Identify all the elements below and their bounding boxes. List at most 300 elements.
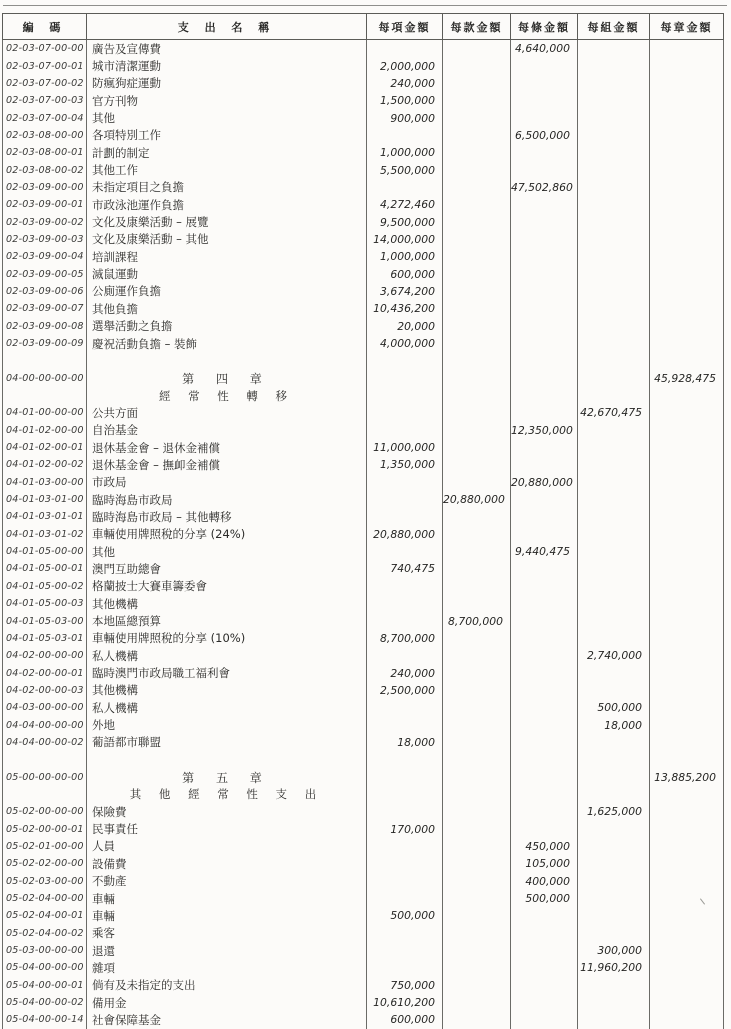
- amount-cell-zu: [578, 161, 650, 178]
- column-header-item-amount: 每項金額: [367, 14, 443, 40]
- expenditure-name-cell: 防瘋狗症運動: [87, 75, 367, 92]
- expenditure-name-cell: 慶祝活動負擔 – 裝飾: [87, 335, 367, 352]
- table-row: [3, 855, 724, 872]
- amount-cell-item: 4,272,460: [367, 196, 443, 213]
- expenditure-name-cell: 其他機構: [87, 595, 367, 612]
- amount-cell-zhang: [650, 491, 724, 508]
- expenditure-name-cell: 城市清潔運動: [87, 57, 367, 74]
- amount-cell-zhang: [650, 508, 724, 525]
- amount-cell-zu: [578, 907, 650, 924]
- amount-cell-kuan: [443, 699, 511, 716]
- amount-cell-kuan: [443, 161, 511, 178]
- code-cell: 02-03-07-00-00: [3, 40, 87, 58]
- table-row: [3, 873, 724, 890]
- amount-cell-zu: [578, 543, 650, 560]
- amount-cell-zhang: [650, 977, 724, 994]
- amount-cell-zhang: [650, 352, 724, 369]
- amount-cell-kuan: [443, 439, 511, 456]
- amount-cell-item: 2,500,000: [367, 682, 443, 699]
- amount-cell-item: 4,000,000: [367, 335, 443, 352]
- table-row: [3, 456, 724, 473]
- code-cell: [3, 352, 87, 369]
- amount-cell-zhang: [650, 161, 724, 178]
- amount-cell-zu: [578, 231, 650, 248]
- amount-cell-tiao: [511, 560, 578, 577]
- expenditure-name-cell: 格蘭披士大賽車籌委會: [87, 578, 367, 595]
- expenditure-name-cell: 外地: [87, 716, 367, 733]
- amount-cell-zhang: 13,885,200: [650, 768, 724, 785]
- amount-cell-tiao: 4,640,000: [511, 40, 578, 58]
- amount-cell-zhang: [650, 734, 724, 751]
- amount-cell-kuan: [443, 838, 511, 855]
- expenditure-name-cell: 私人機構: [87, 699, 367, 716]
- table-row: [3, 959, 724, 976]
- expenditure-name-cell: 其他負擔: [87, 300, 367, 317]
- expenditure-name-cell: 培訓課程: [87, 248, 367, 265]
- code-cell: 02-03-09-00-05: [3, 265, 87, 282]
- amount-cell-kuan: [443, 318, 511, 335]
- amount-cell-zu: [578, 925, 650, 942]
- amount-cell-zhang: [650, 803, 724, 820]
- chapter-subtitle-row: [3, 786, 724, 803]
- expenditure-name-cell: 滅鼠運動: [87, 265, 367, 282]
- amount-cell-kuan: [443, 109, 511, 126]
- code-cell: 02-03-07-00-03: [3, 92, 87, 109]
- table-row: [3, 404, 724, 421]
- expenditure-name-cell: 不動產: [87, 873, 367, 890]
- amount-cell-kuan: [443, 92, 511, 109]
- expenditure-table: [2, 13, 724, 1029]
- amount-cell-kuan: [443, 855, 511, 872]
- amount-cell-kuan: [443, 75, 511, 92]
- amount-cell-kuan: [443, 543, 511, 560]
- amount-cell-tiao: [511, 578, 578, 595]
- code-cell: 02-03-07-00-02: [3, 75, 87, 92]
- amount-cell-item: [367, 422, 443, 439]
- amount-cell-kuan: [443, 925, 511, 942]
- amount-cell-zu: [578, 734, 650, 751]
- amount-cell-tiao: [511, 491, 578, 508]
- expenditure-name-cell: 各項特別工作: [87, 127, 367, 144]
- amount-cell-kuan: [443, 474, 511, 491]
- amount-cell-item: 11,000,000: [367, 439, 443, 456]
- amount-cell-item: 500,000: [367, 907, 443, 924]
- amount-cell-zhang: [650, 318, 724, 335]
- table-row: [3, 994, 724, 1011]
- amount-cell-kuan: [443, 370, 511, 387]
- amount-cell-item: [367, 508, 443, 525]
- amount-cell-zu: [578, 664, 650, 681]
- amount-cell-item: 240,000: [367, 75, 443, 92]
- amount-cell-zu: [578, 422, 650, 439]
- table-row: [3, 283, 724, 300]
- code-cell: 02-03-09-00-04: [3, 248, 87, 265]
- code-cell: 04-04-00-00-00: [3, 716, 87, 733]
- amount-cell-kuan: [443, 283, 511, 300]
- amount-cell-tiao: [511, 630, 578, 647]
- amount-cell-tiao: [511, 526, 578, 543]
- amount-cell-item: 2,000,000: [367, 57, 443, 74]
- expenditure-name-cell: 臨時海島市政局: [87, 491, 367, 508]
- amount-cell-zhang: [650, 994, 724, 1011]
- table-row: [3, 543, 724, 560]
- amount-cell-zu: [578, 370, 650, 387]
- table-row: [3, 508, 724, 525]
- amount-cell-kuan: [443, 803, 511, 820]
- spacer-row: [3, 352, 724, 369]
- code-cell: 05-02-03-00-00: [3, 873, 87, 890]
- amount-cell-item: 8,700,000: [367, 630, 443, 647]
- expenditure-name-cell: 葡語都市聯盟: [87, 734, 367, 751]
- amount-cell-zhang: [650, 474, 724, 491]
- table-row: [3, 1011, 724, 1028]
- amount-cell-tiao: [511, 283, 578, 300]
- amount-cell-zu: [578, 491, 650, 508]
- amount-cell-tiao: [511, 370, 578, 387]
- expenditure-name-cell: 退休基金會 – 撫卹金補償: [87, 456, 367, 473]
- code-cell: 04-01-03-01-01: [3, 508, 87, 525]
- chapter-subtitle-row: [3, 387, 724, 404]
- amount-cell-zu: [578, 560, 650, 577]
- amount-cell-tiao: [511, 265, 578, 282]
- amount-cell-zhang: [650, 942, 724, 959]
- amount-cell-item: 740,475: [367, 560, 443, 577]
- amount-cell-kuan: [443, 127, 511, 144]
- amount-cell-zu: [578, 127, 650, 144]
- amount-cell-item: 10,610,200: [367, 994, 443, 1011]
- amount-cell-zu: [578, 179, 650, 196]
- code-cell: 04-01-00-00-00: [3, 404, 87, 421]
- column-header-zhang-amount: 每章金額: [650, 14, 724, 40]
- amount-cell-tiao: [511, 231, 578, 248]
- amount-cell-zhang: [650, 404, 724, 421]
- code-cell: 02-03-09-00-01: [3, 196, 87, 213]
- amount-cell-zu: [578, 196, 650, 213]
- amount-cell-kuan: [443, 907, 511, 924]
- expenditure-name-cell: 市政泳池運作負擔: [87, 196, 367, 213]
- amount-cell-zu: [578, 109, 650, 126]
- amount-cell-zu: [578, 612, 650, 629]
- code-cell: 05-02-04-00-00: [3, 890, 87, 907]
- amount-cell-zu: [578, 630, 650, 647]
- amount-cell-item: 600,000: [367, 1011, 443, 1028]
- amount-cell-kuan: [443, 335, 511, 352]
- expenditure-name-cell: 車輛使用牌照稅的分享 (10%): [87, 630, 367, 647]
- code-cell: 05-02-04-00-02: [3, 925, 87, 942]
- amount-cell-tiao: [511, 925, 578, 942]
- table-row: [3, 109, 724, 126]
- amount-cell-item: 600,000: [367, 265, 443, 282]
- code-cell: 04-00-00-00-00: [3, 370, 87, 387]
- amount-cell-tiao: [511, 595, 578, 612]
- amount-cell-zhang: [650, 925, 724, 942]
- table-row: [3, 335, 724, 352]
- amount-cell-item: [367, 942, 443, 959]
- amount-cell-item: [367, 491, 443, 508]
- amount-cell-item: 1,000,000: [367, 248, 443, 265]
- amount-cell-zu: [578, 526, 650, 543]
- code-cell: 04-01-02-00-00: [3, 422, 87, 439]
- amount-cell-kuan: [443, 387, 511, 404]
- amount-cell-zu: 2,740,000: [578, 647, 650, 664]
- amount-cell-tiao: [511, 682, 578, 699]
- table-row: [3, 716, 724, 733]
- amount-cell-kuan: [443, 231, 511, 248]
- code-cell: 05-02-02-00-00: [3, 855, 87, 872]
- code-cell: 04-01-05-00-00: [3, 543, 87, 560]
- amount-cell-zu: 500,000: [578, 699, 650, 716]
- amount-cell-zu: 18,000: [578, 716, 650, 733]
- amount-cell-zu: [578, 1011, 650, 1028]
- table-row: [3, 890, 724, 907]
- amount-cell-item: [367, 959, 443, 976]
- expenditure-name-cell: 設備費: [87, 855, 367, 872]
- expenditure-name-cell: 市政局: [87, 474, 367, 491]
- amount-cell-zhang: [650, 560, 724, 577]
- expenditure-name-cell: 自治基金: [87, 422, 367, 439]
- table-row: [3, 734, 724, 751]
- amount-cell-zhang: [650, 439, 724, 456]
- amount-cell-item: 1,000,000: [367, 144, 443, 161]
- amount-cell-kuan: [443, 404, 511, 421]
- expenditure-name-cell: 未指定項目之負擔: [87, 179, 367, 196]
- amount-cell-tiao: [511, 994, 578, 1011]
- amount-cell-kuan: [443, 716, 511, 733]
- amount-cell-zu: [578, 768, 650, 785]
- table-row: [3, 578, 724, 595]
- table-row: [3, 647, 724, 664]
- amount-cell-zu: [578, 474, 650, 491]
- code-cell: 05-00-00-00-00: [3, 768, 87, 785]
- amount-cell-item: 18,000: [367, 734, 443, 751]
- amount-cell-kuan: [443, 1011, 511, 1028]
- amount-cell-zu: [578, 300, 650, 317]
- amount-cell-item: 1,350,000: [367, 456, 443, 473]
- code-cell: 02-03-09-00-09: [3, 335, 87, 352]
- amount-cell-kuan: 20,880,000: [443, 491, 511, 508]
- table-body: [3, 40, 724, 1029]
- code-cell: 04-01-03-01-02: [3, 526, 87, 543]
- amount-cell-zu: [578, 456, 650, 473]
- amount-cell-tiao: 400,000: [511, 873, 578, 890]
- table-row: [3, 144, 724, 161]
- amount-cell-tiao: [511, 751, 578, 768]
- code-cell: 04-01-05-00-02: [3, 578, 87, 595]
- amount-cell-tiao: 47,502,860: [511, 179, 578, 196]
- amount-cell-kuan: [443, 213, 511, 230]
- amount-cell-zu: [578, 283, 650, 300]
- expenditure-name-cell: 退休基金會 – 退休金補償: [87, 439, 367, 456]
- amount-cell-zhang: [650, 578, 724, 595]
- code-cell: 05-03-00-00-00: [3, 942, 87, 959]
- amount-cell-zhang: [650, 647, 724, 664]
- expenditure-name-cell: 第 四 章: [87, 370, 367, 387]
- expenditure-name-cell: 備用金: [87, 994, 367, 1011]
- code-cell: 02-03-07-00-04: [3, 109, 87, 126]
- amount-cell-tiao: [511, 352, 578, 369]
- table-row: [3, 300, 724, 317]
- amount-cell-zhang: [650, 57, 724, 74]
- code-cell: 02-03-09-00-07: [3, 300, 87, 317]
- amount-cell-kuan: [443, 595, 511, 612]
- table-row: [3, 422, 724, 439]
- column-header-kuan-amount: 每款金額: [443, 14, 511, 40]
- code-cell: 02-03-08-00-02: [3, 161, 87, 178]
- table-row: [3, 491, 724, 508]
- chapter-row: [3, 370, 724, 387]
- amount-cell-zu: [578, 838, 650, 855]
- expenditure-name-cell: 民事責任: [87, 820, 367, 837]
- amount-cell-item: [367, 716, 443, 733]
- amount-cell-item: [367, 179, 443, 196]
- expenditure-name-cell: 文化及康樂活動 – 展覽: [87, 213, 367, 230]
- expenditure-name-cell: 第 五 章: [87, 768, 367, 785]
- code-cell: 02-03-09-00-00: [3, 179, 87, 196]
- code-cell: 05-04-00-00-14: [3, 1011, 87, 1028]
- amount-cell-kuan: 8,700,000: [443, 612, 511, 629]
- amount-cell-zu: [578, 335, 650, 352]
- amount-cell-zu: [578, 786, 650, 803]
- amount-cell-tiao: [511, 335, 578, 352]
- amount-cell-item: 10,436,200: [367, 300, 443, 317]
- table-row: [3, 595, 724, 612]
- amount-cell-zhang: [650, 716, 724, 733]
- expenditure-name-cell: 臨時澳門市政局職工福利會: [87, 664, 367, 681]
- amount-cell-zu: [578, 820, 650, 837]
- code-cell: 05-04-00-00-01: [3, 977, 87, 994]
- amount-cell-tiao: [511, 57, 578, 74]
- amount-cell-zhang: [650, 959, 724, 976]
- amount-cell-tiao: [511, 907, 578, 924]
- amount-cell-kuan: [443, 959, 511, 976]
- amount-cell-zhang: [650, 283, 724, 300]
- table-row: [3, 231, 724, 248]
- amount-cell-zhang: [650, 248, 724, 265]
- expenditure-name-cell: 文化及康樂活動 – 其他: [87, 231, 367, 248]
- amount-cell-zhang: [650, 699, 724, 716]
- amount-cell-kuan: [443, 734, 511, 751]
- amount-cell-kuan: [443, 630, 511, 647]
- code-cell: 02-03-09-00-03: [3, 231, 87, 248]
- amount-cell-tiao: [511, 213, 578, 230]
- amount-cell-item: [367, 751, 443, 768]
- amount-cell-tiao: [511, 404, 578, 421]
- amount-cell-kuan: [443, 786, 511, 803]
- amount-cell-item: [367, 838, 443, 855]
- amount-cell-zu: [578, 977, 650, 994]
- page-top-rule: [3, 5, 727, 6]
- amount-cell-zhang: [650, 612, 724, 629]
- amount-cell-zhang: [650, 664, 724, 681]
- amount-cell-item: [367, 404, 443, 421]
- amount-cell-kuan: [443, 40, 511, 58]
- code-cell: 04-03-00-00-00: [3, 699, 87, 716]
- amount-cell-zu: 1,625,000: [578, 803, 650, 820]
- amount-cell-kuan: [443, 508, 511, 525]
- amount-cell-tiao: [511, 786, 578, 803]
- amount-cell-tiao: [511, 109, 578, 126]
- table-header: [3, 14, 724, 40]
- code-cell: 05-02-00-00-00: [3, 803, 87, 820]
- amount-cell-tiao: 105,000: [511, 855, 578, 872]
- amount-cell-kuan: [443, 682, 511, 699]
- amount-cell-zhang: [650, 526, 724, 543]
- amount-cell-tiao: [511, 734, 578, 751]
- expenditure-name-cell: 本地區總預算: [87, 612, 367, 629]
- chapter-row: [3, 768, 724, 785]
- amount-cell-zu: 42,670,475: [578, 404, 650, 421]
- amount-cell-item: [367, 543, 443, 560]
- table-row: [3, 318, 724, 335]
- amount-cell-kuan: [443, 647, 511, 664]
- table-row: [3, 838, 724, 855]
- amount-cell-zu: [578, 682, 650, 699]
- code-cell: 02-03-09-00-02: [3, 213, 87, 230]
- amount-cell-zu: [578, 578, 650, 595]
- amount-cell-zhang: [650, 751, 724, 768]
- table-row: [3, 664, 724, 681]
- amount-cell-item: [367, 612, 443, 629]
- table-row: [3, 942, 724, 959]
- code-cell: [3, 387, 87, 404]
- amount-cell-zhang: [650, 144, 724, 161]
- amount-cell-item: [367, 873, 443, 890]
- amount-cell-kuan: [443, 300, 511, 317]
- amount-cell-zhang: [650, 682, 724, 699]
- amount-cell-tiao: [511, 248, 578, 265]
- table-row: [3, 213, 724, 230]
- code-cell: 02-03-09-00-06: [3, 283, 87, 300]
- amount-cell-kuan: [443, 144, 511, 161]
- expenditure-name-cell: 乘客: [87, 925, 367, 942]
- expenditure-name-cell: 廣告及宣傳費: [87, 40, 367, 58]
- amount-cell-tiao: 20,880,000: [511, 474, 578, 491]
- table-row: [3, 75, 724, 92]
- table-row: [3, 925, 724, 942]
- table-row: [3, 526, 724, 543]
- amount-cell-zu: [578, 751, 650, 768]
- code-cell: 04-02-00-00-03: [3, 682, 87, 699]
- code-cell: 02-03-08-00-00: [3, 127, 87, 144]
- code-cell: 04-02-00-00-00: [3, 647, 87, 664]
- code-cell: 02-03-07-00-01: [3, 57, 87, 74]
- amount-cell-item: [367, 352, 443, 369]
- amount-cell-item: [367, 925, 443, 942]
- amount-cell-tiao: [511, 508, 578, 525]
- amount-cell-kuan: [443, 422, 511, 439]
- amount-cell-zhang: [650, 422, 724, 439]
- amount-cell-kuan: [443, 977, 511, 994]
- code-cell: 04-04-00-00-02: [3, 734, 87, 751]
- amount-cell-item: [367, 647, 443, 664]
- table-row: [3, 699, 724, 716]
- amount-cell-item: [367, 40, 443, 58]
- amount-cell-zu: [578, 855, 650, 872]
- amount-cell-zhang: [650, 265, 724, 282]
- amount-cell-zu: [578, 75, 650, 92]
- amount-cell-kuan: [443, 873, 511, 890]
- column-header-tiao-amount: 每條金額: [511, 14, 578, 40]
- table-row: [3, 682, 724, 699]
- amount-cell-kuan: [443, 578, 511, 595]
- amount-cell-tiao: [511, 803, 578, 820]
- amount-cell-kuan: [443, 890, 511, 907]
- table-row: [3, 820, 724, 837]
- amount-cell-tiao: [511, 977, 578, 994]
- amount-cell-zhang: [650, 855, 724, 872]
- amount-cell-item: [367, 474, 443, 491]
- table-row: [3, 40, 724, 58]
